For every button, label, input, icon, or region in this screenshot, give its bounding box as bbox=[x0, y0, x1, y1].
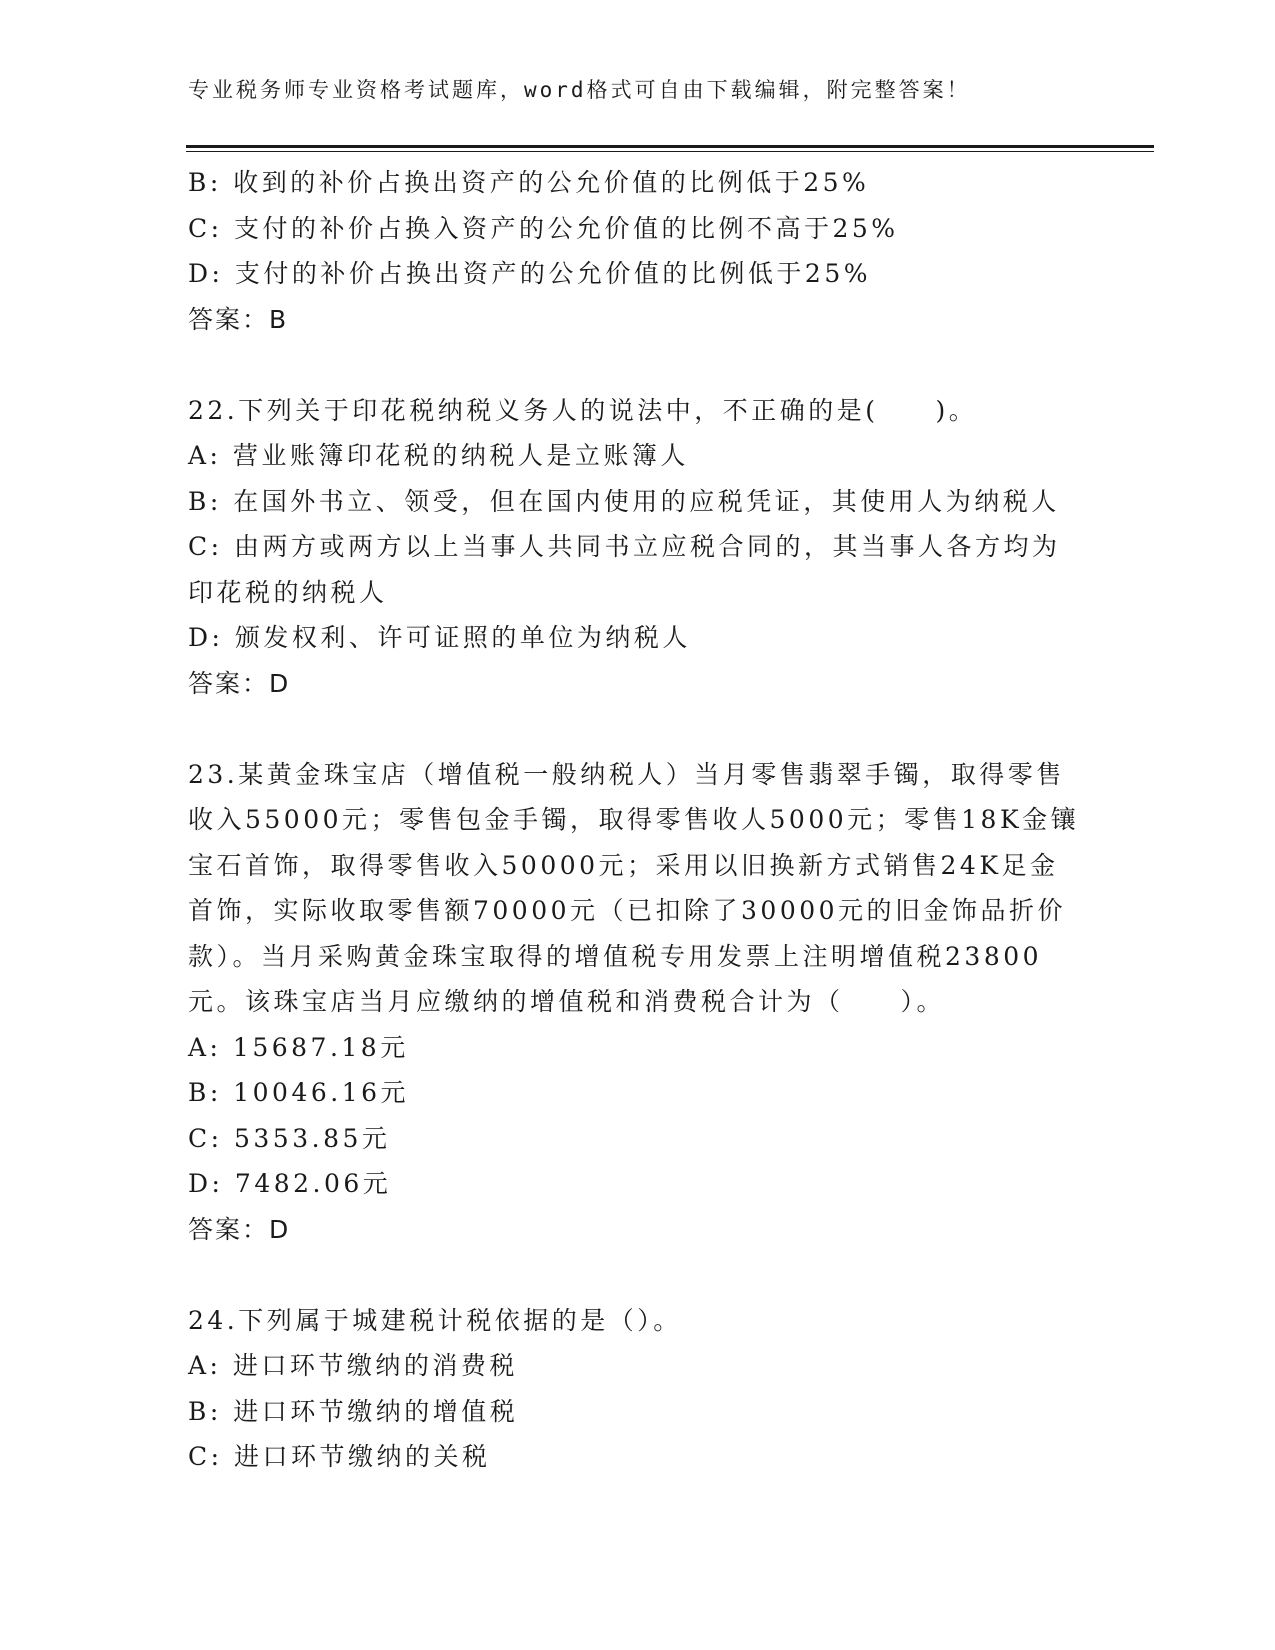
question-21-tail bbox=[188, 160, 1088, 342]
spacer bbox=[188, 706, 1088, 752]
option-b: B: 10046.16元 bbox=[188, 1078, 410, 1107]
option-d: D: 支付的补价占换出资产的公允价值的比例低于25% bbox=[188, 259, 871, 288]
question-stem-line-1: 23.某黄金珠宝店（增值税一般纳税人）当月零售翡翠手镯，取得零售 bbox=[188, 759, 1065, 789]
option-a: A: 进口环节缴纳的消费税 bbox=[188, 1351, 518, 1380]
question-stem: 24.下列属于城建税计税依据的是（）。 bbox=[188, 1305, 682, 1335]
spacer bbox=[188, 342, 1088, 388]
option-b: B: 在国外书立、领受，但在国内使用的应税凭证，其使用人为纳税人 bbox=[188, 486, 1060, 516]
question-24 bbox=[188, 1298, 1088, 1480]
option-c-line-2: 印花税的纳税人 bbox=[188, 577, 388, 607]
option-c: C: 5353.85元 bbox=[188, 1123, 391, 1153]
question-stem-line-6: 元。该珠宝店当月应缴纳的增值税和消费税合计为（ ）。 bbox=[188, 987, 946, 1016]
option-d: D: 颁发权利、许可证照的单位为纳税人 bbox=[188, 623, 691, 652]
page-header: 专业税务师专业资格考试题库，word格式可自由下载编辑，附完整答案！ bbox=[188, 78, 971, 102]
question-stem-line-5: 款）。当月采购黄金珠宝取得的增值税专用发票上注明增值税23800 bbox=[188, 941, 1043, 971]
header-rule-thick bbox=[186, 145, 1154, 148]
option-c-line-1: C: 由两方或两方以上当事人共同书立应税合同的，其当事人各方均为 bbox=[188, 532, 1061, 561]
document-body bbox=[188, 160, 1088, 1480]
option-d: D: 7482.06元 bbox=[188, 1169, 392, 1198]
spacer bbox=[188, 1252, 1088, 1298]
question-22 bbox=[188, 388, 1088, 707]
question-stem-line-2: 收入55000元；零售包金手镯，取得零售收人5000元；零售18K金镶 bbox=[188, 805, 1080, 834]
question-stem-line-4: 首饰，实际收取零售额70000元（已扣除了30000元的旧金饰品折价 bbox=[188, 896, 1067, 925]
option-c: C: 支付的补价占换入资产的公允价值的比例不高于25% bbox=[188, 213, 899, 243]
option-b: B: 收到的补价占换出资产的公允价值的比例低于25% bbox=[188, 168, 870, 197]
question-23 bbox=[188, 752, 1088, 1253]
option-a: A: 15687.18元 bbox=[188, 1032, 409, 1062]
option-b: B: 进口环节缴纳的增值税 bbox=[188, 1396, 519, 1426]
answer: 答案：B bbox=[188, 304, 289, 334]
option-c: C: 进口环节缴纳的关税 bbox=[188, 1442, 491, 1471]
option-a: A: 营业账簿印花税的纳税人是立账簿人 bbox=[188, 441, 689, 470]
question-stem-line-3: 宝石首饰，取得零售收入50000元；采用以旧换新方式销售24K足金 bbox=[188, 850, 1059, 880]
question-stem: 22.下列关于印花税纳税义务人的说法中，不正确的是( )。 bbox=[188, 395, 978, 425]
answer: 答案：D bbox=[188, 668, 291, 698]
answer: 答案：D bbox=[188, 1214, 291, 1244]
header-rule-thin bbox=[186, 151, 1154, 152]
